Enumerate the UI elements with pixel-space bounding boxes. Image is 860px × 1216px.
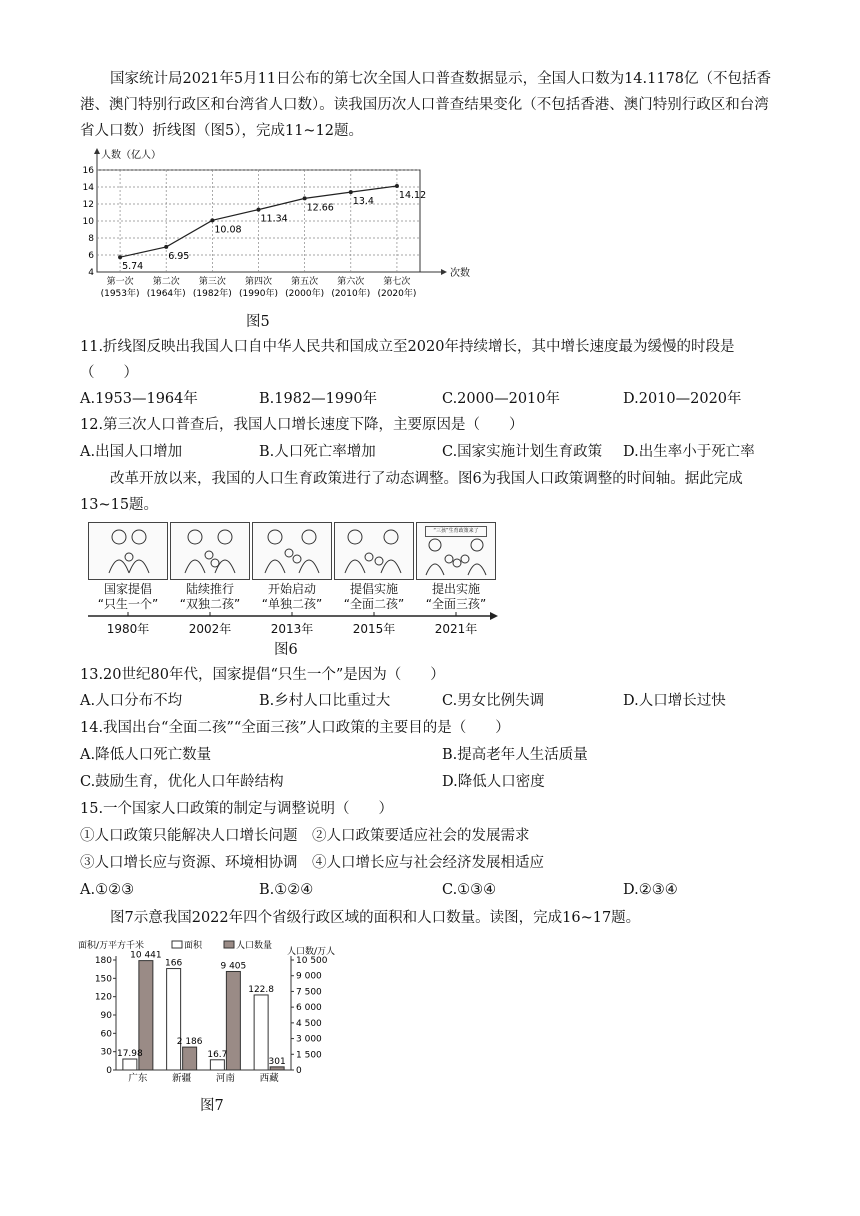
right-tick-label: 10 500 (296, 956, 328, 966)
x-tick-label: 第一次 (106, 277, 134, 287)
x-tick-year-label: (1953年) (100, 289, 140, 299)
figure-5-line-chart (80, 142, 480, 304)
bar-population (226, 971, 240, 1070)
q12-option-a[interactable]: A.出国人口增加 (80, 444, 183, 460)
policy-illustration-2021 (416, 522, 496, 580)
left-axis-label: 面积/万平方千米 (78, 941, 145, 951)
data-point (118, 255, 122, 259)
question-11-stem: 11.折线图反映出我国人口自中华人民共和国成立至2020年持续增长，其中增长速度最为缓慢的时段是（ ） (80, 339, 735, 381)
x-category-label: 新疆 (172, 1073, 192, 1084)
right-tick-label: 3 000 (296, 1034, 322, 1045)
policy-illustration-2002 (170, 522, 250, 580)
q13-option-b[interactable]: B.乡村人口比重过大 (259, 693, 391, 709)
question-13-stem: 13.20世纪80年代，国家提倡“只生一个”是因为（ ） (80, 667, 445, 683)
bar-population (183, 1047, 197, 1070)
q12-option-d[interactable]: D.出生率小于死亡率 (623, 444, 755, 460)
left-tick-label: 180 (94, 956, 112, 966)
q14-option-a[interactable]: A.降低人口死亡数量 (80, 747, 212, 763)
q15-option-c[interactable]: C.①③④ (442, 882, 497, 898)
x-tick-year-label: (2020年) (377, 289, 417, 299)
right-tick-label: 9 000 (296, 971, 322, 982)
bar-area-label: 166 (165, 958, 183, 969)
data-point (164, 245, 168, 249)
right-tick-label: 6 000 (296, 1003, 322, 1014)
data-point (210, 218, 214, 222)
y-tick-label: 16 (82, 166, 94, 176)
data-label: 6.95 (168, 250, 190, 262)
bar-population-label: 2 186 (176, 1037, 203, 1048)
x-category-label: 广东 (128, 1073, 148, 1084)
y-tick-label: 6 (88, 251, 94, 261)
figure-7-caption: 图7 (200, 1098, 224, 1114)
q15-option-a[interactable]: A.①②③ (80, 882, 135, 898)
data-label: 14.12 (398, 189, 427, 201)
figure-6-caption: 图6 (274, 642, 298, 658)
x-tick-label: 第七次 (383, 277, 411, 287)
x-tick-year-label: (1964年) (146, 289, 186, 299)
data-label: 5.74 (122, 261, 144, 273)
right-tick-label: 4 500 (296, 1018, 322, 1029)
policy-label-2002: 陆续推行 “双独二孩” (179, 582, 241, 611)
left-tick-label: 150 (94, 974, 112, 985)
bar-area (210, 1060, 224, 1070)
data-label: 10.08 (214, 224, 242, 236)
left-tick-label: 60 (100, 1029, 112, 1040)
x-category-label: 西藏 (259, 1073, 279, 1084)
timeline-year-2015: 2015年 (352, 622, 396, 636)
question-15-statements-2: ③人口增长应与资源、环境相协调 ④人口增长应与社会经济发展相适应 (80, 855, 544, 871)
q11-option-d[interactable]: D.2010—2020年 (623, 391, 742, 407)
x-category-label: 河南 (215, 1073, 235, 1084)
q12-option-b[interactable]: B.人口死亡率增加 (259, 444, 376, 460)
three-child-banner: “三孩”生育政策来了 (425, 526, 487, 537)
bar-population (270, 1067, 284, 1070)
data-point (349, 190, 353, 194)
question-14-options-row1 (80, 742, 780, 768)
bar-area (123, 1059, 137, 1070)
q14-option-d[interactable]: D.降低人口密度 (442, 774, 545, 790)
bar-population-label: 301 (268, 1056, 286, 1067)
legend-swatch-population (224, 941, 234, 948)
right-tick-label: 7 500 (296, 987, 322, 998)
x-tick-year-label: (1982年) (192, 289, 232, 299)
q11-option-c[interactable]: C.2000—2010年 (442, 391, 560, 407)
policy-illustration-2013 (252, 522, 332, 580)
y-tick-label: 14 (82, 183, 94, 193)
x-tick-year-label: (1990年) (239, 289, 278, 299)
x-tick-label: 第六次 (337, 277, 365, 287)
data-point (303, 196, 307, 200)
intro-paragraph-3: 图7示意我国2022年四个省级行政区域的面积和人口数量。读图，完成16~17题。 (110, 910, 641, 926)
y-axis-label: 人数（亿人） (101, 150, 161, 161)
bar-area (167, 969, 181, 1070)
policy-label-2013: 开始启动 “单独二孩” (261, 582, 323, 611)
legend-label-population: 人口数量 (236, 941, 273, 951)
right-tick-label: 1 500 (296, 1050, 322, 1061)
figure-7-bar-chart (76, 934, 336, 1084)
policy-label-2015: 提倡实施 “全面二孩” (343, 582, 405, 611)
q11-option-b[interactable]: B.1982—1990年 (259, 391, 378, 407)
left-tick-label: 0 (106, 1066, 112, 1076)
left-tick-label: 90 (100, 1011, 112, 1021)
data-point (395, 184, 399, 188)
q14-option-c[interactable]: C.鼓励生育，优化人口年龄结构 (80, 774, 284, 790)
q13-option-c[interactable]: C.男女比例失调 (442, 693, 545, 709)
bar-area-label: 122.8 (248, 984, 275, 995)
legend-swatch-area (172, 941, 182, 948)
question-13-options (80, 688, 780, 714)
y-tick-label: 4 (88, 268, 94, 278)
timeline-year-2013: 2013年 (270, 622, 314, 636)
y-tick-label: 10 (82, 217, 94, 227)
x-tick-year-label: (2000年) (285, 289, 325, 299)
timeline-year-2021: 2021年 (434, 622, 478, 636)
y-tick-label: 8 (88, 234, 94, 244)
q13-option-a[interactable]: A.人口分布不均 (80, 693, 183, 709)
data-label: 13.4 (352, 196, 374, 208)
timeline-year-2002: 2002年 (188, 622, 232, 636)
x-tick-label: 第三次 (198, 277, 226, 287)
q12-option-c[interactable]: C.国家实施计划生育政策 (442, 444, 603, 460)
q13-option-d[interactable]: D.人口增长过快 (623, 693, 726, 709)
bar-area (254, 995, 268, 1070)
question-11-options (80, 386, 780, 412)
question-12-stem: 12.第三次人口普查后，我国人口增长速度下降，主要原因是（ ） (80, 417, 524, 433)
intro-paragraph-1: 国家统计局2021年5月11日公布的第七次全国人口普查数据显示，全国人口数为14.1178亿（不包括香港、澳门特别行政区和台湾省人口数）。读我国历次人口普查结果变化（不包括香港、澳门特别行政区和台湾省人口数）折线图（图5），完成11~12题。 (80, 71, 772, 139)
policy-label-1980: 国家提倡 “只生一个” (97, 582, 159, 611)
left-tick-label: 120 (94, 992, 112, 1003)
data-label: 11.34 (260, 213, 288, 225)
x-axis-label: 次数 (450, 268, 470, 279)
x-tick-label: 第四次 (244, 277, 273, 287)
figure-5-caption: 图5 (246, 314, 270, 330)
question-14-stem: 14.我国出台“全面二孩”“全面三孩”人口政策的主要目的是（ ） (80, 720, 510, 736)
left-tick-label: 30 (100, 1047, 112, 1058)
x-axis-arrow (441, 269, 447, 275)
right-tick-label: 0 (296, 1066, 302, 1076)
timeline-year-1980: 1980年 (106, 622, 150, 636)
x-tick-label: 第五次 (291, 277, 319, 287)
data-point (257, 208, 261, 212)
intro-paragraph-2: 改革开放以来，我国的人口生育政策进行了动态调整。图6为我国人口政策调整的时间轴。据此完成13~15题。 (80, 471, 743, 513)
legend-label-area: 面积 (184, 941, 203, 951)
data-label: 12.66 (306, 202, 334, 214)
question-14-options-row2 (80, 769, 780, 795)
x-tick-label: 第二次 (152, 277, 180, 287)
q14-option-b[interactable]: B.提高老年人生活质量 (442, 747, 588, 763)
question-15-options (80, 877, 780, 903)
bar-population-label: 10 441 (130, 950, 162, 961)
question-12-options (80, 439, 780, 465)
bar-area-label: 16.7 (207, 1049, 228, 1060)
q15-option-d[interactable]: D.②③④ (623, 882, 678, 898)
x-tick-year-label: (2010年) (331, 289, 371, 299)
policy-illustration-1980 (88, 522, 168, 580)
question-15-statements-1: ①人口政策只能解决人口增长问题 ②人口政策要适应社会的发展需求 (80, 828, 530, 844)
policy-illustration-2015 (334, 522, 414, 580)
y-axis-arrow (94, 148, 100, 154)
figure-6-policy-timeline (88, 522, 498, 640)
q15-option-b[interactable]: B.①②④ (259, 882, 314, 898)
policy-label-2021: 提出实施 “全面三孩” (425, 582, 487, 611)
question-15-stem: 15.一个国家人口政策的制定与调整说明（ ） (80, 801, 394, 817)
q11-option-a[interactable]: A.1953—1964年 (80, 391, 198, 407)
bar-area-label: 17.98 (116, 1049, 143, 1060)
bar-population-label: 9 405 (220, 961, 247, 972)
right-axis-label: 人口数/万人 (287, 947, 336, 957)
y-tick-label: 12 (82, 200, 94, 210)
